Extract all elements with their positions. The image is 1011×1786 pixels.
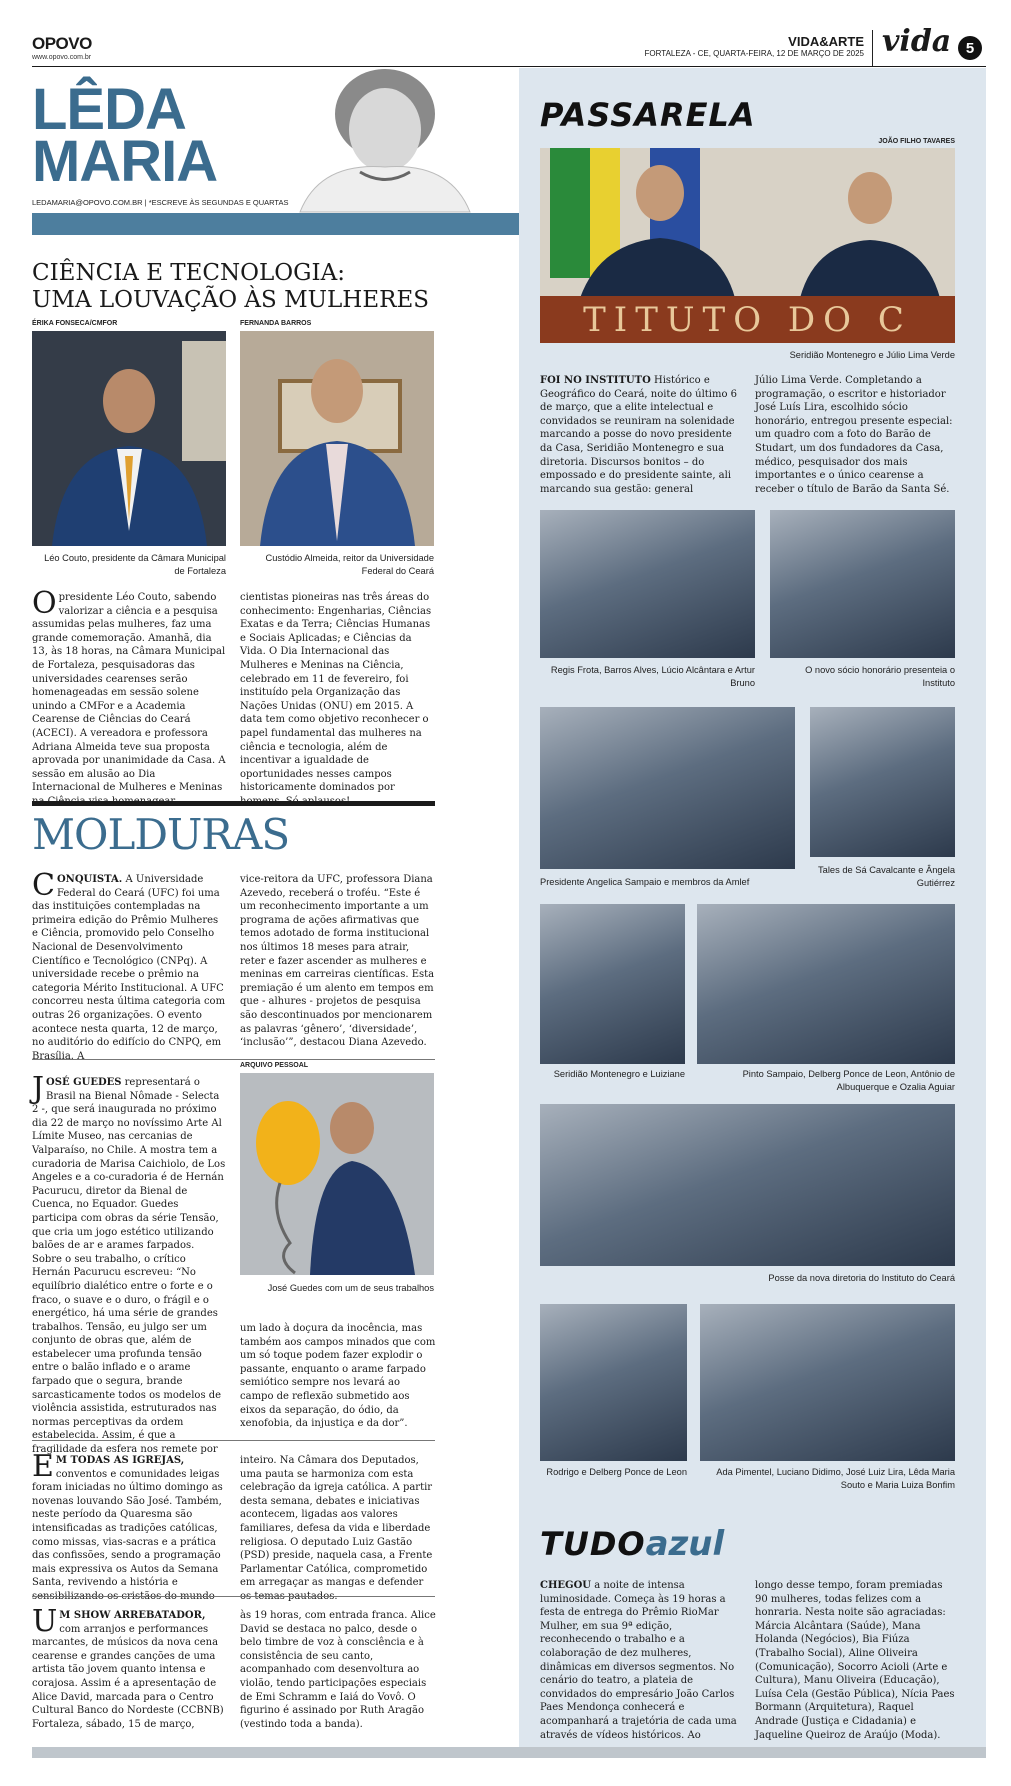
caption-group-6: Pinto Sampaio, Delberg Ponce de Leon, Antônio de Albuquerque e Ozalia Aguiar [742, 1069, 955, 1092]
caption-group-8: Rodrigo e Delberg Ponce de Leon [546, 1467, 687, 1477]
columnist-schedule: *ESCREVE ÀS SEGUNDAS E QUARTAS [148, 198, 289, 207]
molduras-item4-col1 [32, 1604, 226, 1734]
caption-group-4: Tales de Sá Cavalcante e Ângela Gutiérrez [818, 865, 955, 888]
photo-group-5 [540, 904, 685, 1064]
molduras-item2-col2 [240, 1322, 436, 1432]
lead-col2 [240, 591, 436, 794]
header-rule [32, 66, 986, 67]
item4-lead: M SHOW ARREBATADOR, [59, 1610, 206, 1621]
page-number: 5 [958, 36, 982, 60]
tudo-azul-col1 [540, 1579, 740, 1741]
item1-col1-text: A Universidade Federal do Ceará (UFC) foi uma das instituições contempladas na primeira edição do Prêmio Mulheres e Ciência, promovido pelo Conselho Nacional de Desenvolvimento Científico e Tecnológico (CNPq). A universidade recebe o prêmio na categoria Mérito Institucional. A UFC concorreu nesta última categoria com outras 26 organizações. O evento acontece nesta quarta, 12 de março, no auditório do edifício do CNPQ, em Brasília. A [32, 874, 226, 1062]
passarela-main-caption: Seridião Montenegro e Júlio Lima Verde [789, 350, 955, 360]
caption-group-1: Regis Frota, Barros Alves, Lúcio Alcântara e Artur Bruno [550, 665, 755, 688]
tudo-azul-title-b: azul [645, 1524, 725, 1564]
person-graphic [240, 331, 434, 546]
photo-leo-couto [32, 331, 226, 546]
photo-group-2 [770, 510, 955, 658]
photo-group-8 [540, 1304, 687, 1461]
passarela-title: PASSARELA [540, 96, 756, 134]
item1-lead: ONQUISTA. [56, 874, 123, 885]
drop-cap: C [32, 868, 55, 903]
photo-passarela-main [540, 148, 955, 343]
separator [32, 1059, 435, 1060]
molduras-item2-col1 [32, 1071, 226, 1456]
molduras-item3-col1 [32, 1449, 226, 1602]
banner-text: TITUTO DO C [583, 300, 912, 340]
newspaper-url: www.opovo.com.br [32, 54, 92, 61]
columnist-portrait [290, 52, 480, 212]
footer-bar [32, 1747, 986, 1758]
photo-group-3 [540, 707, 795, 869]
portrait-graphic [290, 52, 480, 212]
molduras-item4-col2 [240, 1609, 436, 1734]
columnist-bar [32, 213, 519, 235]
tudo-azul-title-a: TUDO [540, 1525, 646, 1563]
photo-custodio-almeida [240, 331, 434, 546]
caption-group-2: O novo sócio honorário presenteia o Instituto [805, 665, 955, 688]
separator [32, 1440, 435, 1441]
section-divider [872, 30, 873, 66]
molduras-item1-col1 [32, 868, 226, 1062]
molduras-title: MOLDURAS [32, 810, 290, 859]
caption-group-3: Presidente Angelica Sampaio e membros da Amlef [540, 877, 750, 887]
passarela-col1 [540, 374, 740, 499]
passarela-main-credit: JOÃO FILHO TAVARES [878, 138, 955, 145]
columnist-email[interactable]: LEDAMARIA@OPOVO.COM.BR [32, 198, 143, 207]
item1-col2-text: vice-reitora da UFC, professora Diana Azevedo, receberá o troféu. “Este é um reconhecimento importante a um programa de ações afirmativas que temos adotado de forma institucional nos últimos 18 meses para atrair, reter e fazer ascender as mulheres e meninas em carreiras científicas. Esta premiação é um alento em tempos em que - alhures - projetos de pesquisa são descontinuados por mencionarem as palavras ‘gênero’, ‘diversidade’, ‘inclusão’”, destacou Diana Azevedo. [240, 874, 435, 1049]
photo-group-4 [810, 707, 955, 857]
masthead-right [560, 34, 864, 64]
tudo-azul-title [540, 1524, 840, 1568]
photo-group-6 [697, 904, 955, 1064]
item3-col2-text: inteiro. Na Câmara dos Deputados, uma pauta se harmoniza com esta celebração da igreja católica. A partir desta semana, debates e iniciativas acontecem, ligadas aos valores familiares, defesa da vida e liberdade religiosa. O deputado Luiz Gastão (PSD) preside, naquela casa, a Frente Parlamentar Católica, comprometido em arregaçar as mangas e defender os temas pautados. [240, 1455, 433, 1602]
photo-group-1 [540, 510, 755, 658]
drop-cap: J [32, 1071, 45, 1106]
drop-cap: O [32, 586, 57, 621]
tudo-azul-col2-text: longo desse tempo, foram premiadas 90 mulheres, todas felizes com a honraria. Nesta noite são agraciadas: Márcia Alcântara (Saúde), Mana Holanda (Negócios), Bia Fiúza (Trabalho Social), Aline Oliveira (Comunicação), Socorro Acioli (Arte e Cultura), Manu Oliveira (Educação), Luísa Cela (Gestão Pública), Nícia Paes Bormann (Arquitetura), Raquel Andrade (Justiça e Cidadania) e Jaqueline Queiroz de Araújo (Moda). [755, 1580, 955, 1741]
caption-group-7: Posse da nova diretoria do Instituto do Ceará [768, 1273, 955, 1283]
photo2-credit: FERNANDA BARROS [240, 320, 312, 327]
tudo-azul-col1-text: a noite de intensa luminosidade. Começa às 19 horas a festa de entrega do Prêmio RioMar Mulher, em sua 9ª edição, reconhecendo o trabalho e a colaboração de dez mulheres, dinâmicas em diversos segmentos. No cenário do teatro, a plateia de convidados do empresário João Carlos Paes Mendonça conhecerá e acompanhará a trajetória de cada uma através de vídeos históricos. Ao [540, 1580, 737, 1741]
newspaper-logo: OPOVO [32, 34, 92, 53]
item3-lead: M TODAS AS IGREJAS, [55, 1455, 185, 1466]
molduras-item1-col2 [240, 873, 436, 1053]
item4-col2-text: às 19 horas, com entrada franca. Alice David se destaca no palco, desde o belo timbre de voz à consciência e à consistência de seu canto, acompanhado com desenvoltura ao violão, tendo participações especiais de Emi Schramm e Iaiá do Vovô. O figurino é assinado por Ruth Aragão (vestindo toda a banda). [240, 1610, 436, 1730]
passarela-col2-text: Júlio Lima Verde. Completando a programação, o escritor e historiador José Luís Lira, escolhido sócio honorário, entregou presente especial: um quadro com a foto do Barão de Studart, um dos fundadores da Casa, médico, pesquisador dos mais importantes e o único cearense a receber o título de Barão da Santa Sé. [755, 375, 953, 495]
item2-photo-caption: José Guedes com um de seus trabalhos [267, 1283, 434, 1293]
masthead-left [32, 34, 232, 64]
caption-group-9: Ada Pimentel, Luciano Didimo, José Luiz Lira, Lêda Maria Souto e Maria Luiza Bonfim [716, 1467, 955, 1490]
vida-logo: vida [882, 24, 952, 59]
photo2-caption: Custódio Almeida, reitor da Universidade Federal do Ceará [265, 553, 434, 576]
caption-group-5: Seridião Montenegro e Luiziane [553, 1069, 685, 1079]
passarela-col1-text: Histórico e Geográfico do Ceará, noite do último 6 de março, que a elite intelectual e convidados se reuniram na solenidade marcando a posse do novo presidente da Casa, Seridião Montenegro e sua diretoria. Discursos bonitos – do empossado e do presidente sainte, ali marcando sua gestão: general [540, 375, 738, 495]
item2-col1-text: representará o Brasil na Bienal Nômade - Selecta 2 -, que será inaugurada no próximo dia 22 de março no novíssimo Arte Al Límite Museo, nas cercanias de Valparaíso, no Chile. A mostra tem a curadoria de Marisa Caichiolo, de Los Angeles e a co-curadoria é de Hernán Pacurucu, diretor da Bienal de Cuenca, no Equador. Guedes participa com obras da série Tensão, que cria um jogo estético utilizando balões de ar e arames farpados. Sobre o seu trabalho, o crítico Hernán Pacurucu escreveu: “No equilíbrio dialético entre o forte e o fraco, o suave e o duro, o frágil e o energético, há uma série de grandes trabalhos. Tensão, eu julgo ser um conjunto de obras que, além de estabelecer uma profunda tensão entre o balão inflado e o arame farpado que o segura, brande sarcasticamente todos os modelos de violência assistida, estruturados nas normas perceptivas da ordem estabelecida. Assim, é que a fragilidade da esfera nos remete por [32, 1077, 226, 1456]
item3-col1-text: conventos e comunidades leigas foram iniciadas no último domingo as novenas louvando São José. Também, neste período da Quaresma são intensificadas as tradições católicas, como missas, vias-sacras e a prática das confissões, sendo a programação mais expressiva os Autos da Semana Santa, revivendo a história e sensibilizando os cristãos do mundo [32, 1468, 223, 1602]
lead-headline [32, 260, 482, 314]
lead-col1-text: presidente Léo Couto, sabendo valorizar a ciência e a pesquisa assumidas pelas mulheres, faz uma grande comemoração. Amanhã, dia 13, às 18 horas, na Câmara Municipal de Fortaleza, pesquisadoras das universidades cearenses serão homenageadas em sessão solene unindo a CMFor e a Academia Cearense de Ciências do Ceará (ACECI). A vereadora e professora Adriana Almeida teve sua proposta aprovada por unanimidade da Casa. A sessão em alusão ao Dia Internacional de Mulheres e Meninas [32, 592, 226, 794]
lead-col1 [32, 586, 226, 794]
drop-cap: E [32, 1449, 54, 1484]
photo-jose-guedes [240, 1073, 434, 1275]
passarela-col2 [755, 374, 957, 499]
passarela-lead: FOI NO INSTITUTO [540, 375, 651, 386]
lead-headline-line2: UMA LOUVAÇÃO ÀS MULHERES [32, 287, 429, 313]
section-name: VIDA&ARTE [788, 34, 864, 49]
columnist-byline: LEDAMARIA@OPOVO.COM.BR | *ESCREVE ÀS SEGUNDAS E QUARTAS [32, 198, 289, 207]
molduras-top-rule [32, 801, 435, 806]
columnist-name-line1: LÊDA [32, 77, 186, 142]
photo-group-7 [540, 1104, 955, 1266]
molduras-item3-col2 [240, 1454, 436, 1602]
lead-headline-line1: CIÊNCIA E TECNOLOGIA: [32, 260, 345, 286]
tudo-azul-col2 [755, 1579, 957, 1741]
item2-col2-text: um lado à doçura da inocência, mas também aos campos minados que com um só toque podem fazer explodir o passante, enquanto o arame farpado semiótico sempre nos levará ao campo de reflexão submetido aos eixos da separação, do ódio, da xenofobia, da injustiça e da dor”. [240, 1323, 436, 1430]
tudo-azul-lead: CHEGOU [540, 1580, 592, 1591]
item2-lead: OSÉ GUEDES [46, 1077, 122, 1088]
photo1-caption: Léo Couto, presidente da Câmara Municipal de Fortaleza [44, 553, 226, 576]
columnist-name [32, 77, 292, 194]
photo-group-9 [700, 1304, 955, 1461]
columnist-name-line2: MARIA [32, 129, 218, 194]
lead-col2-text: cientistas pioneiras nas três áreas do conhecimento: Engenharias, Ciências Exatas e da Terra; Ciências Humanas e Sociais Aplicadas; e Ciências da Vida. O Dia Internacional das Mulheres e Meninas na Ciência, celebrado em 11 de fevereiro, foi instituído pela Organização das Nações Unidas (ONU) em 2015. A data tem como objetivo reconhecer o papel fundamental das mulheres na ciência e tecnologia, além de incentivar a igualdade de oportunidades nesses campos historicamente dominados por [240, 592, 432, 794]
person-graphic [32, 331, 226, 546]
artist-graphic [240, 1073, 434, 1275]
drop-cap: U [32, 1604, 58, 1639]
photo1-credit: ÉRIKA FONSECA/CMFOR [32, 320, 118, 327]
item4-col1-text: com arranjos e performances marcantes, de músicos da nova cena cearense e grandes canções de uma artista tão jovem quanto intensa e corajosa. Assim é a apresentação de Alice David, marcada para o Centro Cultural Banco do Nordeste (CCBNB) Fortaleza, sábado, 15 de março, [32, 1623, 224, 1730]
dateline: FORTALEZA - CE, QUARTA-FEIRA, 12 DE MARÇO DE 2025 [644, 49, 864, 58]
item2-photo-credit: ARQUIVO PESSOAL [240, 1062, 309, 1069]
separator [32, 1596, 435, 1597]
